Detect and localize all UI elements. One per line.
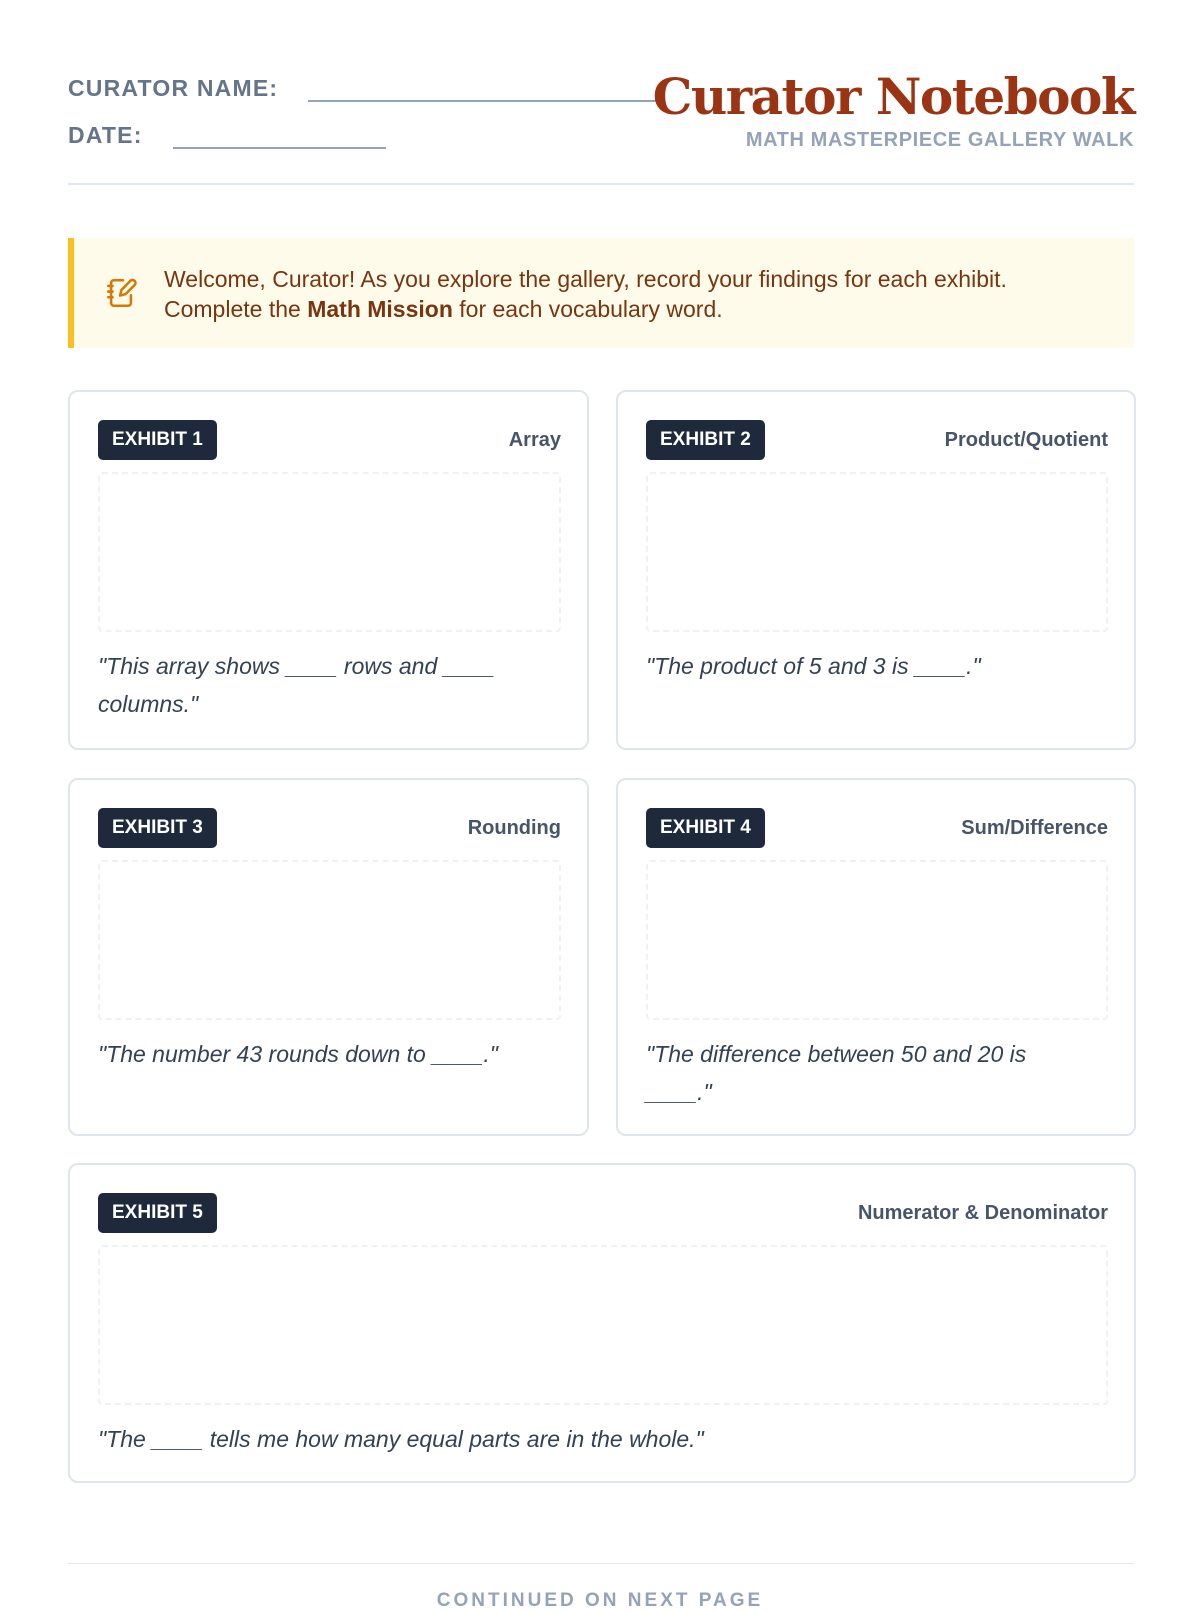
exhibit-card-2 xyxy=(616,390,1136,750)
vocabulary-word: Numerator & Denominator xyxy=(857,1202,1108,1224)
math-mission-prompt: "The product of 5 and 3 is ____." xyxy=(646,653,981,679)
footer-divider xyxy=(68,1563,1134,1564)
exhibit-badge: EXHIBIT 3 xyxy=(98,808,217,848)
sketch-area[interactable] xyxy=(646,860,1108,1020)
exhibit-badge: EXHIBIT 4 xyxy=(646,808,765,848)
footer-continued-label: CONTINUED ON NEXT PAGE xyxy=(436,1590,764,1611)
welcome-notice xyxy=(68,238,1134,348)
notice-line-1: Welcome, Curator! As you explore the gallery, record your findings for each exhibit. xyxy=(164,266,1007,292)
exhibit-card-5 xyxy=(68,1163,1136,1483)
math-mission-prompt: "The difference between 50 and 20 is ____." xyxy=(646,1041,1027,1105)
vocabulary-word: Array xyxy=(508,429,561,451)
date-row xyxy=(68,121,386,149)
notice-text xyxy=(164,264,1124,324)
exhibit-card-3 xyxy=(68,778,589,1136)
math-mission-prompt: "The ____ tells me how many equal parts are in the whole." xyxy=(98,1426,704,1452)
note-edit-icon xyxy=(104,276,138,310)
curator-name-label: CURATOR NAME: xyxy=(68,75,279,101)
exhibit-card-1 xyxy=(68,390,589,750)
math-mission-prompt: "This array shows ____ rows and ____ columns." xyxy=(98,653,495,717)
vocabulary-word: Sum/Difference xyxy=(961,817,1108,839)
date-blank[interactable] xyxy=(173,121,386,149)
curator-name-blank[interactable] xyxy=(308,74,665,102)
sketch-area[interactable] xyxy=(98,1245,1108,1405)
sketch-area[interactable] xyxy=(98,472,561,632)
exhibit-card-4 xyxy=(616,778,1136,1136)
exhibit-badge: EXHIBIT 1 xyxy=(98,420,217,460)
math-mission-prompt: "The number 43 rounds down to ____." xyxy=(98,1041,498,1067)
vocabulary-word: Rounding xyxy=(467,817,561,839)
math-mission-emphasis: Math Mission xyxy=(307,296,453,322)
page-title: Curator Notebook xyxy=(652,67,1134,126)
notice-line-2 xyxy=(164,294,1124,324)
exhibit-badge: EXHIBIT 2 xyxy=(646,420,765,460)
header xyxy=(68,60,1134,185)
curator-name-row xyxy=(68,74,665,102)
exhibit-badge: EXHIBIT 5 xyxy=(98,1193,217,1233)
sketch-area[interactable] xyxy=(646,472,1108,632)
notice-line-2-start: Complete the xyxy=(164,296,308,322)
notice-line-2-end: for each vocabulary word. xyxy=(452,296,723,322)
date-label: DATE: xyxy=(68,122,143,148)
sketch-area[interactable] xyxy=(98,860,561,1020)
page-subtitle: MATH MASTERPIECE GALLERY WALK xyxy=(745,129,1134,151)
vocabulary-word: Product/Quotient xyxy=(944,429,1108,451)
